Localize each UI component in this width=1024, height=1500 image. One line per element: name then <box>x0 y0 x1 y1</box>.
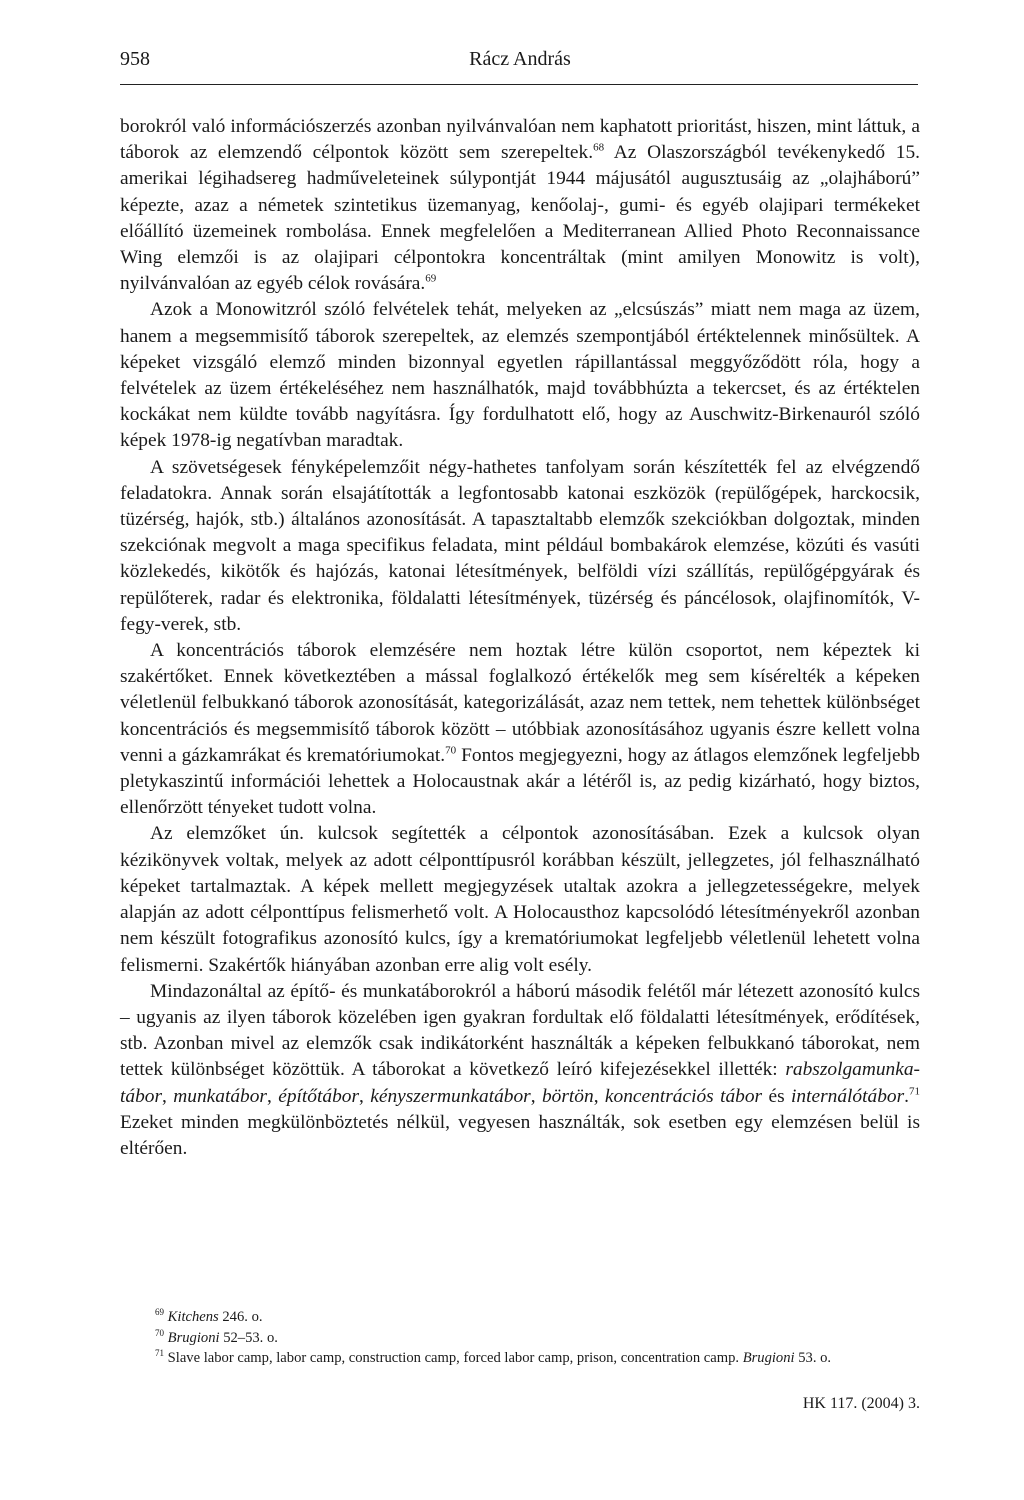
footnote-ref: 70 <box>445 744 457 757</box>
journal-citation: HK 117. (2004) 3. <box>802 1395 920 1412</box>
italic-term: börtön <box>541 1085 594 1107</box>
text-run: A szövetségesek fényképelemzőit négy-hathetes tanfolyam során készítették fel az elvégzendő feladatokra. Annak során elsajátították a legfontosabb katonai eszközök (repülőgépek, harckocsik, tüzérség, hajók, stb.) általános azonosítását. A tapasztaltabb elemzők szekciókban dolgoztak, minden szekciónak megvolt a maga specifikus feladata, mint például bombakárok elemzése, közúti és vasúti közlekedés, kikötők és hajózás, katonai létesítmények, belföldi vízi szállítás, repülőgépgyárak és repülőterek, radar és elektronika, földalatti létesítmények, tüzérség és páncélosok, olajfinomítók, V-fegy-verek, stb. <box>120 456 920 635</box>
text-run: , <box>266 1085 279 1107</box>
italic-term: kényszermunkatábor <box>370 1085 531 1107</box>
footnote <box>155 1348 935 1369</box>
footnotes <box>155 1307 935 1369</box>
page-header <box>120 48 920 78</box>
text-run: borokról való információszerzés azonban nyilvánvalóan nem kaphatott prioritást, hiszen, mint láttuk, a táborok az elemzendő célpontok között sem szerepeltek. <box>120 116 920 164</box>
footnote-ref: 69 <box>425 272 437 285</box>
text-run: , <box>359 1085 371 1107</box>
footnote-ref: 71 <box>909 1085 920 1098</box>
page-number: 958 <box>120 48 150 70</box>
body-text <box>120 114 920 1162</box>
text-run: . <box>904 1085 909 1107</box>
paragraph <box>120 455 920 638</box>
italic-term: Brugioni <box>742 1350 795 1366</box>
paragraph <box>120 979 920 1162</box>
italic-term: munkatábor <box>173 1085 267 1107</box>
text-run: 246. o. <box>218 1309 263 1325</box>
text-run: , <box>593 1085 605 1107</box>
footnote <box>155 1307 935 1328</box>
paragraph <box>120 821 920 978</box>
text-run: 52–53. o. <box>219 1329 278 1346</box>
italic-term: Brugioni <box>167 1329 220 1346</box>
italic-term: koncentrációs tábor <box>604 1085 763 1107</box>
italic-term: Kitchens <box>167 1309 219 1325</box>
text-run: , <box>530 1085 542 1107</box>
running-title: Rácz András <box>469 48 571 70</box>
text-run: Mindazonáltal az építő- és munkatáborokról a háború második felétől már létezett azonosító kulcs – ugyanis az ilyen táborok közelében igen gyakran fordultak elő földalatti létesítmények, erődítések, stb. Azonban mivel az elemzők csak indikátorként használták a képeken felbukkanó táborokat, nem tettek különbséget közöttük. A táborokat a következő leíró kifejezésekkel illették: <box>120 980 920 1081</box>
footnote-ref: 68 <box>593 141 605 154</box>
italic-term: építőtábor <box>278 1085 360 1107</box>
italic-term: rabszolgamunka-tábor <box>120 1059 920 1107</box>
text-run: Azok a Monowitzról szóló felvételek tehát, melyeken az „elcsúszás” miatt nem maga az üzem, hanem a megsemmisítő táborok szerepeltek, az elemzés szempontjából értéktelennek minősültek. A képeket vizsgáló elemző minden bizonnyal egyetlen rápillantással meggyőződött róla, hogy a felvételek az üzem értékeléséhez nem használhatók, majd továbbhúzta a tekercset, és az értéktelen kockákat nem küldte tovább nagyításra. Így fordulhatott elő, hogy az Auschwitz-Birkenauról szóló képek 1978-ig negatívban maradtak. <box>120 299 920 452</box>
text-run: 53. o. <box>794 1350 832 1366</box>
footnote-ref: 70 <box>155 1327 164 1338</box>
text-run: Fontos megjegyezni, hogy az átlagos elemzőnek legfeljebb pletykaszintű információi lehettek a Holocaustnak akár a létéről is, az pedig kizárható, hogy biztos, ellenőrzött tényeket tudott volna. <box>120 744 920 819</box>
footnote-ref: 71 <box>155 1348 164 1359</box>
text-run: Az Olaszországból tevékenykedő 15. amerikai légihadsereg hadműveleteinek súlypontját 1944 májusától augusztusáig az „olajháború” képezte, azaz a németek szintetikus üzemanyag, kenőolaj-, gumi- és egyéb olajipari termékeket előállító üzemeinek rombolása. Ennek megfelelően a Mediterranean Allied Photo Reconnaissance Wing elemzői is az olajipari célpontokra koncentráltak (mint amilyen Monowitz is volt), nyilvánvalóan az egyéb célok rovására. <box>120 142 920 295</box>
paragraph <box>120 638 920 821</box>
footnote <box>155 1328 935 1349</box>
text-run: és <box>762 1085 792 1107</box>
text-run: Slave labor camp, labor camp, construction camp, forced labor camp, prison, concentration camp. <box>164 1350 743 1366</box>
footnote-ref: 69 <box>155 1307 164 1318</box>
text-run: , <box>162 1085 174 1107</box>
text-run: Ezeket minden megkülönböztetés nélkül, vegyesen használták, sok esetben egy elemzésen belül is eltérően. <box>120 1111 920 1159</box>
text-run: A koncentrációs táborok elemzésére nem hoztak létre külön csoportot, nem képeztek ki szakértőket. Ennek következtében a mással foglalkozó értékelők meg sem kísérelték a képeken véletlenül felbukkanó táborok azonosítását, kategorizálását, azaz nem tettek, nem tehettek különbséget koncentrációs és megsemmisítő táborok között – utóbbiak azonosításához ugyanis észre kellett volna venni a gázkamrákat és krematóriumokat. <box>120 640 920 766</box>
text-run: Az elemzőket ún. kulcsok segítették a célpontok azonosításában. Ezek a kulcsok olyan kézikönyvek voltak, melyek az adott célponttípusról korábban készült, jellegzetes, jól felhasználható képeket tartalmaztak. A képek mellett megjegyzések utaltak azokra a jellegzetességekre, melyek alapján az adott célponttípus felismerhető volt. A Holocausthoz kapcsolódó létesítményekről azonban nem készült fotografikus azonosító kulcs, így a krematóriumokat legfeljebb véletlenül lehetett volna felismerni. Szakértők hiányában azonban erre alig volt esély. <box>120 823 920 976</box>
paragraph <box>120 114 920 297</box>
paragraph <box>120 297 920 454</box>
header-rule <box>120 84 918 85</box>
italic-term: internálótábor <box>791 1085 905 1107</box>
